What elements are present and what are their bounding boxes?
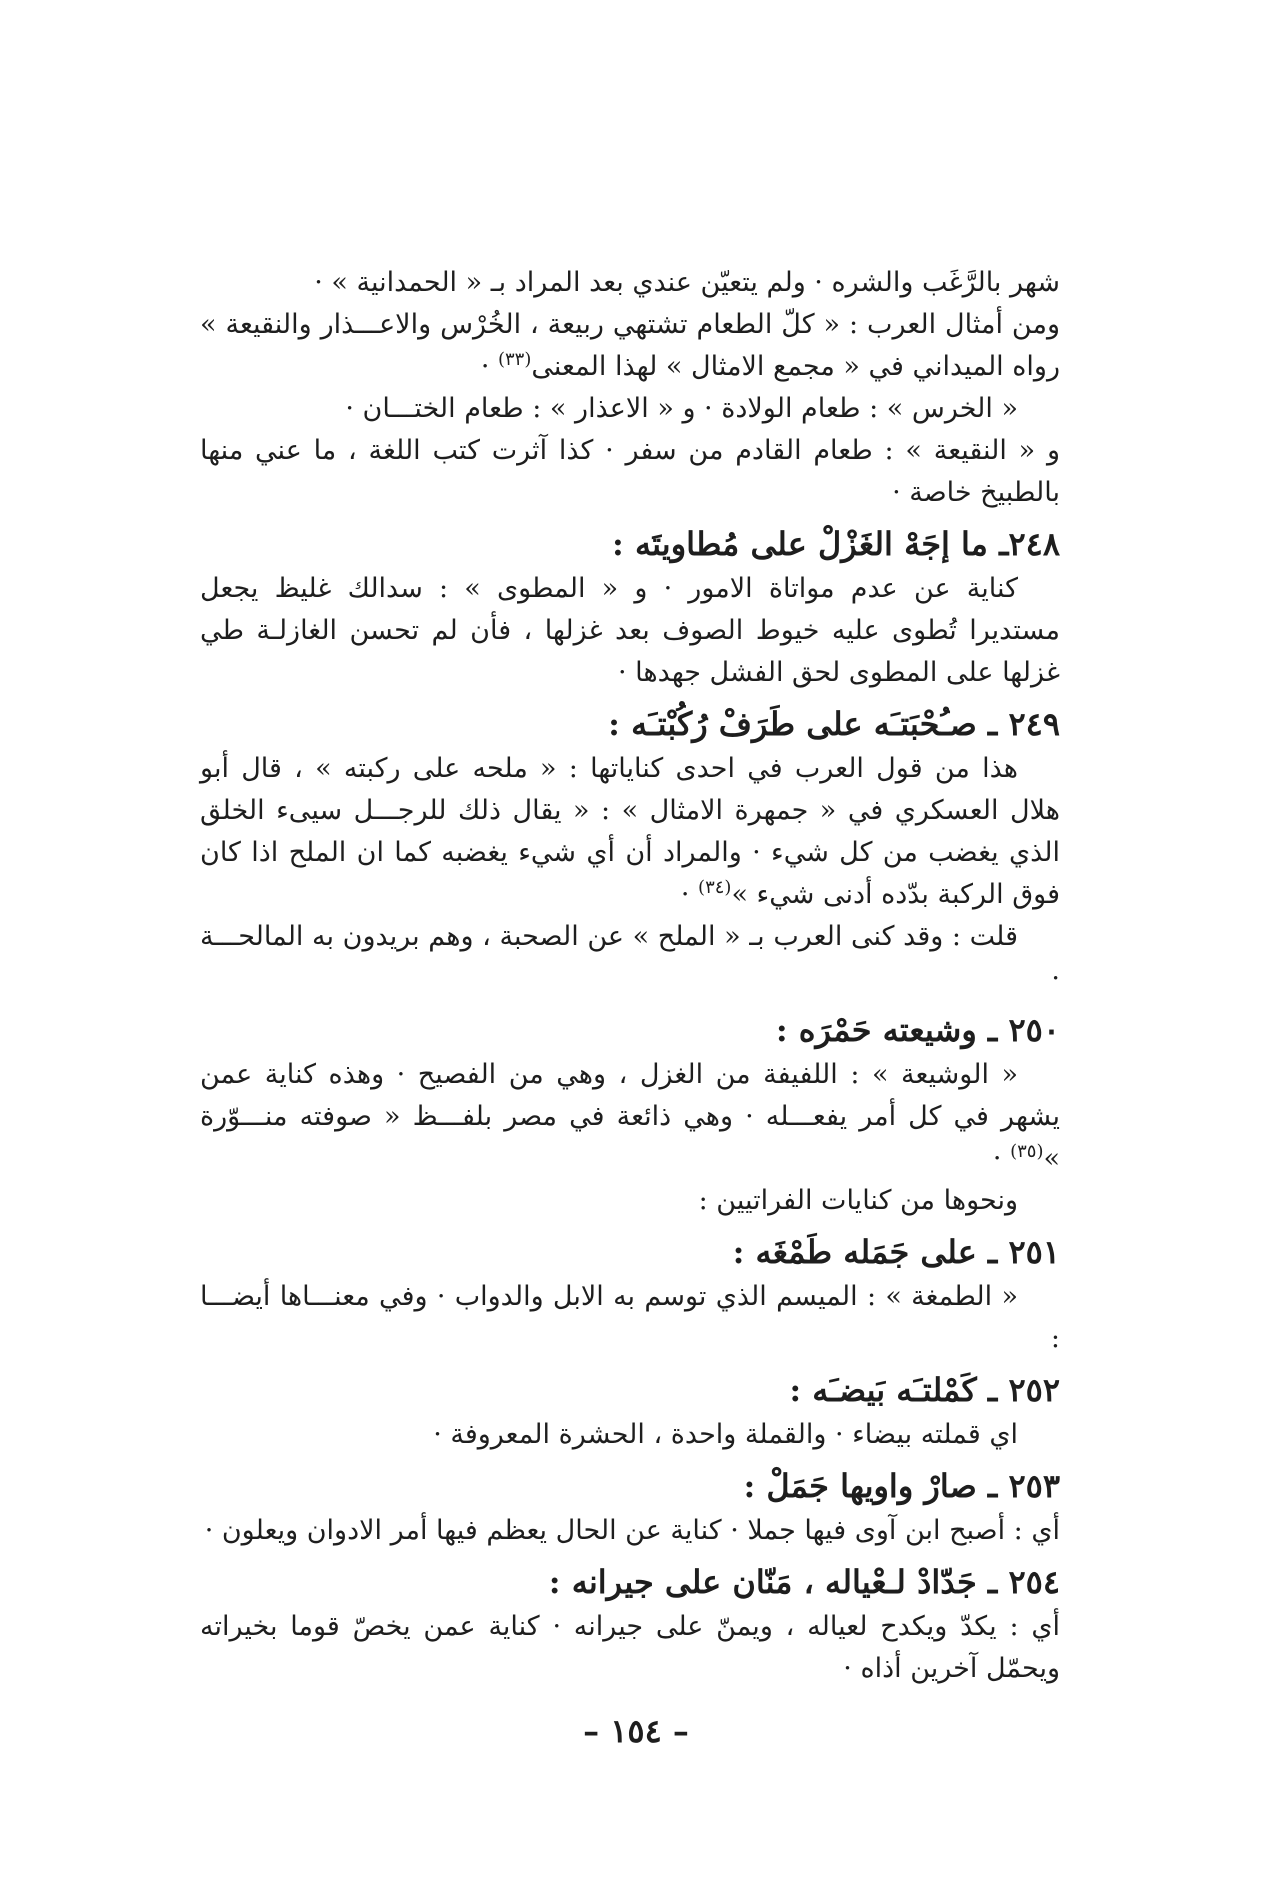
intro-naqia-definition: و « النقيعة » : طعام القادم من سفر · كذا آثرت كتب اللغة ، ما عني منها بالطبيخ خاصة · xyxy=(200,435,1060,508)
entry-heading: وشيعته حَمْرَه : xyxy=(775,1011,977,1049)
entry-number: ٢٥٤ xyxy=(1008,1563,1060,1601)
entry-body: ونحوها من كنايات الفراتيين : xyxy=(698,1185,1018,1216)
entry-heading: كَمْلتـَه بَيضـَه : xyxy=(789,1371,977,1409)
entry-number: ٢٤٨ xyxy=(1008,525,1060,563)
entry-body-text: هذا من قول العرب في احدى كناياتها : « ملحه على ركبته » ، قال أبو هلال العسكري في « جمهرة الامثال » : « يقال ذلك للرجـــل سيىء الخلق الذي يغضب من كل شيء · والمراد أن أي شيء يغضبه كما ان الملح اذا كان فوق الركبة بدّده أدنى شيء » xyxy=(200,753,1060,910)
entry-254 xyxy=(200,1560,1060,1690)
entry-body: قلت : وقد كنى العرب بـ « الملح » عن الصحبة ، وهم بريدون به المالحـــة · xyxy=(200,921,1060,994)
entry-252 xyxy=(200,1368,1060,1456)
entry-number: ٢٥١ xyxy=(1008,1233,1060,1271)
entry-251 xyxy=(200,1230,1060,1360)
entry-number: ٢٤٩ xyxy=(1008,705,1060,743)
footnote-ref-33: (٣٣) xyxy=(497,349,532,370)
entry-body: « الطمغة » : الميسم الذي توسم به الابل والدواب · وفي معنـــاها أيضـــا : xyxy=(200,1281,1060,1354)
intro-line-1: شهر بالرَّغَب والشره · ولم يتعيّن عندي بعد المراد بـ « الحمدانية » · xyxy=(314,267,1060,298)
entry-heading: ما إجَهْ الغَزْلْ على مُطاويتَه : xyxy=(612,525,988,563)
entry-body: هذا من قول العرب في احدى كناياتها : « ملحه على ركبته » ، قال أبو هلال العسكري في « جمهرة الامثال » : « يقال ذلك للرجـــل سيىء الخلق الذي يغضب من كل شيء · والمراد أن أي شيء يغضبه كما ان الملح اذا كان فوق الركبة بدّده أدنى شيء »$^{(٣٤)}$ · xyxy=(200,753,1060,910)
intro-proverb-text: ومن أمثال العرب : « كلّ الطعام تشتهي ربيعة ، الخُرْس والاعـــذار والنقيعة » رواه الميداني في « مجمع الامثال » لهذا المعنى xyxy=(200,309,1060,382)
entry-body-text: « الوشيعة » : اللفيفة من الغزل ، وهي من الفصيح · وهذه كناية عمن يشهر في كل أمر يفعـــله · وهي ذائعة في مصر بلفـــظ « صوفته منـــوّرة » xyxy=(200,1059,1060,1174)
entry-title: ٢٤٨ـ ما إجَهْ الغَزْلْ على مُطاويتَه : xyxy=(612,525,1060,563)
entry-heading: صـُحْبَتـَه على طَرَفْ رُكُبْتـَه : xyxy=(608,705,977,743)
entry-250 xyxy=(200,1008,1060,1222)
entry-number: ٢٥٢ xyxy=(1008,1371,1060,1409)
footnote-ref-34: (٣٤) xyxy=(698,877,732,898)
entry-title: ٢٥٣ ـ صارْ واويها جَمَلْ : xyxy=(743,1467,1060,1505)
entry-number: ٢٥٠ xyxy=(1008,1011,1060,1049)
entry-body: أي : أصبح ابن آوى فيها جملا · كناية عن الحال يعظم فيها أمر الادوان ويعلون · xyxy=(204,1515,1060,1546)
entry-body: كناية عن عدم مواتاة الامور · و « المطوى » : سدالك غليظ يجعل مستديرا تُطوى عليه خيوط الصوف بعد غزلها ، فأن لم تحسن الغازلـة طي غزلها على المطوى لحق الفشل جهدها · xyxy=(200,573,1060,688)
entry-title: ٢٥٤ ـ جَدّادْ لـعْياله ، مَنّان على جيرانه : xyxy=(548,1563,1060,1601)
entry-heading: جَدّادْ لـعْياله ، مَنّان على جيرانه : xyxy=(548,1563,977,1601)
entry-title: ٢٥٢ ـ كَمْلتـَه بَيضـَه : xyxy=(789,1371,1060,1409)
entry-title: ٢٤٩ ـ صـُحْبَتـَه على طَرَفْ رُكُبْتـَه : xyxy=(608,705,1060,743)
entry-248 xyxy=(200,522,1060,694)
entry-body: « الوشيعة » : اللفيفة من الغزل ، وهي من الفصيح · وهذه كناية عمن يشهر في كل أمر يفعـــله · وهي ذائعة في مصر بلفـــظ « صوفته منـــوّرة »$^{(٣٥)}$ · xyxy=(200,1059,1060,1174)
entry-title: ٢٥١ ـ على جَمَله طَمْغَه : xyxy=(732,1233,1060,1271)
intro-paragraph-proverb: ومن أمثال العرب : « كلّ الطعام تشتهي ربيعة ، الخُرْس والاعـــذار والنقيعة » رواه الميداني في « مجمع الامثال » لهذا المعنى$^{(٣٣)}$ · xyxy=(200,309,1060,382)
page-number: – ١٥٤ – xyxy=(583,1712,689,1750)
footnote-ref-35: (٣٥) xyxy=(1010,1141,1044,1162)
entry-heading: على جَمَله طَمْغَه : xyxy=(732,1233,977,1271)
entry-249 xyxy=(200,702,1060,1000)
entry-body: أي : يكدّ ويكدح لعياله ، ويمنّ على جيرانه · كناية عمن يخصّ قوما بخيراته ويحمّل آخرين أذاه · xyxy=(200,1611,1060,1684)
entry-heading: صارْ واويها جَمَلْ : xyxy=(743,1467,977,1505)
entry-body: اي قملته بيضاء · والقملة واحدة ، الحشرة المعروفة · xyxy=(433,1419,1018,1450)
entry-title: ٢٥٠ ـ وشيعته حَمْرَه : xyxy=(775,1011,1060,1049)
intro-khurs-definition: « الخرس » : طعام الولادة · و « الاعذار » : طعام الختـــان · xyxy=(345,393,1018,424)
page-body xyxy=(200,262,1060,1690)
entry-253 xyxy=(200,1464,1060,1552)
entry-number: ٢٥٣ xyxy=(1008,1467,1060,1505)
